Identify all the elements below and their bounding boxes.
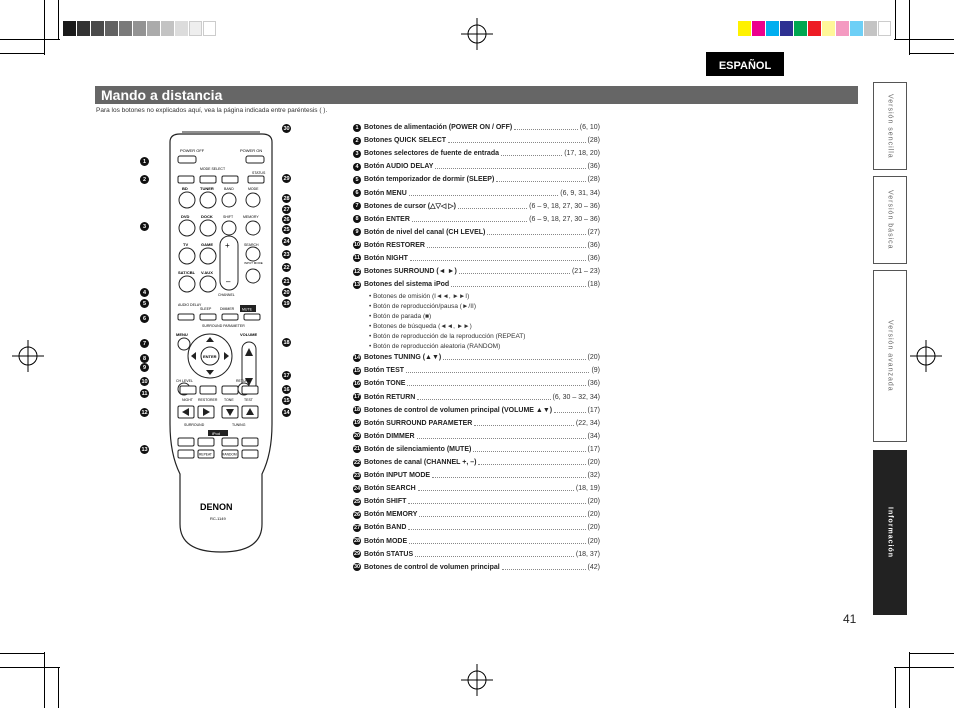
item-number-badge: 14 [353,354,361,361]
crop-mark [909,652,910,708]
remote-label-sleep: SLEEP [200,307,212,311]
remote-label-tv: TV [183,242,189,247]
remote-label-ipod: iPod [212,431,221,436]
registration-mark-icon [461,18,493,50]
remote-label-audio-delay: AUDIO DELAY [178,303,202,307]
list-item [353,482,600,495]
item-page-ref: (17, 18, 20) [564,150,600,158]
list-item [353,548,600,561]
callout-17: 17 [283,372,290,379]
callout-15: 15 [283,397,290,404]
callout-14: 14 [283,409,290,416]
svg-text:–: – [226,277,231,286]
item-label: Botón ENTER [364,215,410,223]
callout-27: 27 [283,206,290,213]
callout-30: 30 [283,125,290,132]
item-page-ref: (20) [587,354,600,362]
item-page-ref: (18, 19) [575,485,600,493]
callout-8: 8 [140,354,149,363]
leader-dots [443,359,585,360]
item-page-ref: (18, 37) [575,550,600,558]
remote-label-shift: SHIFT [223,215,234,219]
registration-mark-icon [12,340,44,372]
item-label: Botones QUICK SELECT [364,137,447,145]
list-item [353,377,600,390]
item-label: Botón TONE [364,380,406,388]
remote-label-game: GAME [201,242,213,247]
remote-label-volume: VOLUME [240,332,258,337]
color-swatch [147,21,160,36]
item-number-badge: 25 [353,498,361,505]
color-swatch [752,21,765,36]
item-label: Botón AUDIO DELAY [364,163,434,171]
item-label: Botón SEARCH [364,485,416,493]
list-item [353,430,600,443]
item-page-ref: (18) [587,281,600,289]
item-label: Botones del sistema iPod [364,281,450,289]
remote-label-power-on: POWER ON [240,148,263,153]
leader-dots [459,273,570,274]
remote-label-dock: DOCK [201,214,213,219]
item-page-ref: (17) [587,445,600,453]
crop-mark [909,653,954,654]
item-number-badge: 2 [353,137,361,145]
item-number-badge: 9 [353,228,361,236]
remote-label-surround-parameter: SURROUND PARAMETER [202,324,245,328]
crop-mark [58,667,59,708]
item-label: Botones de control de volumen principal [364,563,500,571]
remote-label-repeat: REPEAT [199,452,212,457]
leader-dots [554,412,585,413]
callout-24: 24 [283,238,290,245]
remote-label-enter: ENTER [203,354,217,359]
item-page-ref: (28) [587,137,600,145]
item-number-badge: 24 [353,485,361,492]
color-swatch [203,21,216,36]
leader-dots [409,543,585,544]
leader-dots [448,142,585,143]
leader-dots [501,155,562,156]
color-swatch [766,21,779,36]
leader-dots [408,503,585,504]
color-swatch [822,21,835,36]
remote-label-input-mode: INPUT MODE [244,261,263,265]
callout-10: 10 [141,378,148,385]
color-swatch [864,21,877,36]
callout-23: 23 [283,251,290,258]
item-label: Botones TUNING (▲▼) [364,354,442,362]
leader-dots [407,385,585,386]
item-page-ref: (36) [587,254,600,262]
ipod-sub-item: • Botón de parada (■) [369,312,432,320]
item-label: Botón MENU [364,189,407,197]
color-swatch [850,21,863,36]
leader-dots [412,221,527,222]
remote-label-status: STATUS [252,171,266,175]
list-item [353,561,600,574]
list-item [353,495,600,508]
crop-mark [909,0,910,55]
item-label: Botón TEST [364,367,405,375]
list-item [353,508,600,521]
item-page-ref: (28) [587,176,600,184]
leader-dots [417,438,586,439]
list-item [353,160,600,173]
item-label: Botón STATUS [364,550,414,558]
color-swatch [91,21,104,36]
button-reference-list [353,121,600,574]
remote-label-night: NIGHT [182,398,193,402]
callout-13: 13 [141,446,148,453]
item-number-badge: 30 [353,564,361,571]
list-item [353,278,600,291]
remote-label-channel: CHANNEL [218,293,235,297]
item-label: Botones de canal (CHANNEL +, –) [364,459,477,467]
item-page-ref: (36) [587,241,600,249]
item-page-ref: (20) [587,498,600,506]
item-label: Botón SURROUND PARAMETER [364,419,473,427]
item-page-ref: (6 – 9, 18, 27, 30 – 36) [529,202,600,210]
item-page-ref: (6, 30 – 32, 34) [552,393,600,401]
tab-version-basica[interactable]: Versión básica [873,176,907,264]
leader-dots [427,247,586,248]
remote-label-ch-level: CH LEVEL [176,379,193,383]
item-number-badge: 1 [353,124,361,132]
leader-dots [418,490,574,491]
item-number-badge: 17 [353,394,361,401]
item-number-badge: 5 [353,176,361,184]
leader-dots [474,425,574,426]
language-label: ESPAÑOL [706,52,784,76]
remote-label-sat-cbl: SAT/CBL [178,270,196,275]
color-swatch [105,21,118,36]
item-number-badge: 13 [353,281,361,288]
item-label: Botones de cursor (△▽◁ ▷) [364,203,456,211]
remote-model: RC-1149 [210,516,226,521]
remote-label-power-off: POWER OFF [180,148,205,153]
item-page-ref: (36) [587,163,600,171]
item-label: Botón temporizador de dormir (SLEEP) [364,176,495,184]
item-page-ref: (6 – 9, 18, 27, 30 – 36) [529,215,600,223]
item-label: Botones de control de volumen principal (VOLUME ▲▼) [364,406,553,414]
list-item [353,252,600,265]
callout-29: 29 [283,175,290,182]
remote-label-menu: MENU [176,332,188,337]
crop-mark [0,653,45,654]
item-label: Botón RETURN [364,393,416,401]
remote-label-random: RANDOM [222,452,237,457]
list-item [353,226,600,239]
list-item [353,417,600,430]
page-number: 41 [843,612,857,626]
item-label: Botones selectores de fuente de entrada [364,150,499,158]
item-label: Botón DIMMER [364,432,415,440]
item-number-badge: 8 [353,215,361,223]
leader-dots [451,286,585,287]
remote-label-mode-select: MODE SELECT [200,167,226,171]
list-item [353,456,600,469]
item-label: Botón de silenciamiento (MUTE) [364,445,472,453]
leader-dots [478,464,585,465]
item-number-badge: 19 [353,420,361,427]
remote-label-mute: MUTE [242,307,252,312]
crop-mark [894,667,954,668]
tab-version-avanzada[interactable]: Versión avanzada [873,270,907,442]
item-number-badge: 27 [353,524,361,531]
crop-mark [44,0,45,55]
callout-25: 25 [283,226,290,233]
item-label: Botón MODE [364,537,408,545]
item-number-badge: 4 [353,163,361,171]
list-item [353,521,600,534]
callout-4: 4 [140,288,149,297]
color-swatch [836,21,849,36]
crop-mark [909,53,954,54]
list-item [353,213,600,226]
list-item [353,535,600,548]
item-page-ref: (20) [587,537,600,545]
crop-mark [0,39,60,40]
item-page-ref: (21 – 23) [571,268,600,276]
ipod-sub-item: • Botón de reproducción aleatoria (RANDOM) [369,342,501,350]
item-page-ref: (20) [587,511,600,519]
list-item [353,200,600,213]
list-item [353,364,600,377]
list-item [353,186,600,199]
item-page-ref: (6, 9, 31, 34) [560,189,600,197]
remote-label-vaux: V.AUX [201,270,213,275]
item-number-badge: 21 [353,446,361,453]
item-number-badge: 11 [354,255,360,262]
leader-dots [487,234,585,235]
color-swatch [133,21,146,36]
ipod-sub-item: • Botones de omisión (I◄◄, ►►I) [369,292,470,300]
list-item [353,121,600,134]
color-swatch [63,21,76,36]
item-label: Botón RESTORER [364,241,425,249]
leader-dots [473,451,585,452]
item-label: Botón SHIFT [364,498,407,506]
leader-dots [514,129,578,130]
tab-version-sencilla[interactable]: Versión sencilla [873,82,907,170]
leader-dots [415,556,574,557]
color-swatch [175,21,188,36]
list-item [353,173,600,186]
item-number-badge: 29 [353,551,361,558]
list-item [353,391,600,404]
page-title: Mando a distancia [95,86,858,104]
remote-label-bd: BD [182,186,188,191]
leader-dots [496,181,585,182]
remote-label-test: TEST [244,398,253,402]
item-number-badge: 20 [353,433,361,440]
color-swatch [189,21,202,36]
remote-label-mode: MODE [248,187,259,191]
ipod-sub-item: • Botón de reproducción de la reproducción (REPEAT) [369,332,526,340]
item-label: Botones de alimentación (POWER ON / OFF) [364,124,513,132]
callout-20: 20 [283,289,290,296]
list-item [353,239,600,252]
item-page-ref: (20) [587,524,600,532]
item-page-ref: (27) [587,228,600,236]
item-number-badge: 23 [353,472,361,479]
remote-label-memory: MEMORY [243,215,259,219]
callout-26: 26 [283,216,290,223]
registration-mark-icon [910,340,942,372]
callout-12: 12 [141,409,148,416]
crop-mark [0,667,60,668]
leader-dots [406,372,589,373]
crop-mark [895,667,896,708]
item-page-ref: (17) [587,406,600,414]
leader-dots [417,399,550,400]
item-page-ref: (9) [591,367,600,375]
remote-label-tuner: TUNER [200,186,214,191]
crop-mark [895,0,896,40]
tab-informacion[interactable]: Información [873,450,907,615]
leader-dots [410,260,586,261]
item-number-badge: 26 [353,511,361,518]
leader-dots [435,168,585,169]
callout-18: 18 [283,339,290,346]
item-number-badge: 10 [353,242,361,249]
remote-label-tone: TONE [224,398,234,402]
callout-2: 2 [140,175,149,184]
remote-label-band: BAND [224,187,234,191]
callout-9: 9 [140,363,149,372]
item-number-badge: 7 [353,202,361,210]
item-label: Botón MEMORY [364,511,418,519]
color-swatch [738,21,751,36]
item-label: Botón BAND [364,524,407,532]
item-number-badge: 16 [353,380,361,387]
item-page-ref: (20) [587,459,600,467]
color-swatch [780,21,793,36]
remote-label-surround: SURROUND [184,423,205,427]
crop-mark [44,652,45,708]
crop-mark [894,39,954,40]
item-number-badge: 28 [353,538,361,545]
callout-6: 6 [140,314,149,323]
remote-label-tuning: TUNING [232,423,246,427]
color-swatch [77,21,90,36]
crop-mark [58,0,59,40]
item-label: Botones SURROUND (◄ ►) [364,268,457,276]
list-item [353,443,600,456]
remote-control-illustration [140,124,300,564]
item-page-ref: (6, 10) [579,124,600,132]
item-page-ref: (22, 34) [575,419,600,427]
item-number-badge: 18 [353,407,361,414]
remote-label-search: SEARCH [244,243,259,247]
callout-28: 28 [283,195,290,202]
item-page-ref: (34) [587,432,600,440]
callout-1: 1 [140,157,149,166]
remote-brand: DENON [200,502,233,512]
callout-19: 19 [283,300,290,307]
list-item [353,134,600,147]
item-number-badge: 15 [353,367,361,374]
item-page-ref: (32) [587,472,600,480]
color-swatch [808,21,821,36]
color-swatch [878,21,891,36]
list-item [353,469,600,482]
svg-text:+: + [225,241,230,250]
leader-dots [502,569,586,570]
item-number-badge: 6 [353,189,361,197]
list-item [353,351,600,364]
item-page-ref: (42) [587,563,600,571]
leader-dots [432,477,585,478]
leader-dots [408,529,585,530]
callout-16: 16 [283,386,290,393]
item-page-ref: (36) [587,380,600,388]
item-number-badge: 12 [353,268,361,275]
item-label: Botón de nivel del canal (CH LEVEL) [364,228,486,236]
page-subtitle: Para los botones no explicados aquí, vea la página indicada entre paréntesis ( ). [96,107,328,114]
color-swatch [119,21,132,36]
callout-3: 3 [140,222,149,231]
remote-label-dvd: DVD [181,214,190,219]
callout-5: 5 [140,299,149,308]
item-label: Botón NIGHT [364,254,408,262]
leader-dots [409,195,559,196]
registration-mark-icon [461,664,493,696]
remote-label-return: RETURN [236,379,251,383]
leader-dots [458,208,527,209]
list-item [353,147,600,160]
callout-21: 21 [283,278,290,285]
leader-dots [419,516,585,517]
ipod-sub-item: • Botón de reproducción/pausa (►/II) [369,302,476,310]
item-number-badge: 3 [353,150,361,158]
crop-mark [0,53,45,54]
list-item [353,404,600,417]
item-label: Botón INPUT MODE [364,472,431,480]
color-swatch [161,21,174,36]
item-number-badge: 22 [353,459,361,466]
remote-label-dimmer: DIMMER [220,307,235,311]
callout-22: 22 [283,264,290,271]
callout-11: 11 [141,390,148,397]
callout-7: 7 [140,339,149,348]
list-item [353,265,600,278]
color-swatch [794,21,807,36]
remote-label-restorer: RESTORER [198,398,218,402]
ipod-sub-item: • Botones de búsqueda (◄◄, ►►) [369,322,472,330]
